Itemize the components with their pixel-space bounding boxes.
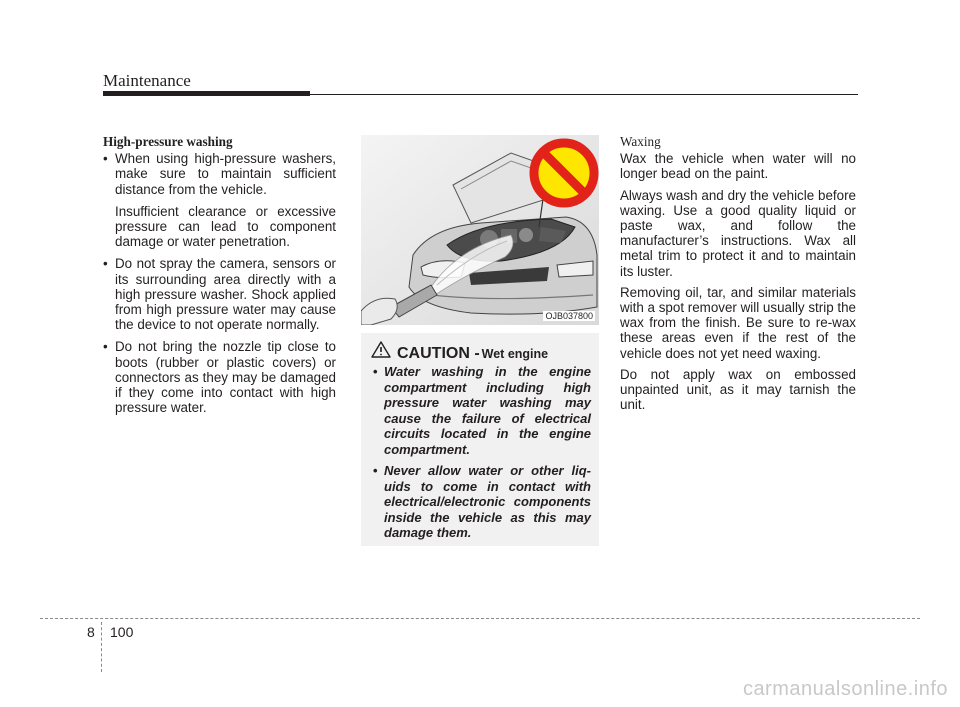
list-item: • Water washing in the engine compartment including high pressure water washing may cause the failure of electrical circuits located in the engine compartment.: [373, 364, 591, 457]
section-heading-high-pressure: High-pressure washing: [103, 134, 233, 149]
bullet-text: • Do not bring the nozzle tip close to boots (rubber or plastic covers) or connectors as they may be damaged if they come into contact with high pressure water.: [115, 339, 336, 416]
list-item: • Never allow water or other liquids to come in contact with electrical/electronic components inside the vehicle as this may damage them.: [373, 463, 591, 541]
watermark: carmanualsonline.info: [742, 678, 948, 700]
waxing-paragraph: Removing oil, tar, and similar materials with a spot remover will usually strip the wax from the finish. Be sure to re-wax these areas even if the rest of the vehicle does not yet need waxing.: [620, 284, 856, 361]
washing-illustration: [361, 135, 599, 325]
footer-divider: [101, 622, 102, 672]
section-heading-waxing: Waxing: [620, 134, 661, 149]
caution-box: [361, 333, 599, 546]
header-title: Maintenance: [103, 71, 191, 90]
warning-triangle-icon: [371, 341, 391, 358]
bullet-text: • When using high-pressure washers, make sure to maintain sufficient distance from the vehicle.: [115, 151, 336, 197]
page-number: 100: [110, 624, 134, 640]
prohibition-icon: [534, 143, 594, 203]
figure-code: OJB037800: [545, 311, 593, 321]
caution-title: CAUTION -: [397, 345, 480, 362]
chapter-number: 8: [87, 624, 95, 640]
engine-washing-illustration: [361, 135, 599, 325]
waxing-paragraph: Always wash and dry the vehicle before waxing. Use a good quality liquid or paste wax, and follow the manufacturer’s instructions. Wax all metal trim to protect it and to maintain its luster.: [620, 187, 856, 279]
waxing-paragraph: Do not apply wax on embossed unpainted unit, as it may tarnish the unit.: [620, 366, 856, 413]
list-item: [103, 339, 336, 415]
list-item: [103, 151, 336, 249]
high-pressure-list: [103, 151, 336, 415]
caution-subtitle: Wet engine: [481, 347, 549, 361]
waxing-paragraph: Wax the vehicle when water will no longer bead on the paint.: [620, 151, 856, 182]
right-column: [620, 134, 856, 418]
caution-header: [371, 341, 548, 363]
left-column: [103, 134, 336, 422]
bullet-text: • Do not spray the camera, sensors or its surrounding area directly with a high pressure washer. Shock applied from high pressure water may cause the device to not operate normally.: [115, 256, 336, 333]
list-item: [103, 256, 336, 332]
header-rule-thin: [310, 94, 858, 95]
footer-rule: [40, 618, 920, 619]
bullet-subtext: Insufficient clearance or excessive pressure can lead to component damage or water penetration.: [115, 203, 336, 250]
caution-list: [373, 364, 591, 547]
header-rule-thick: [103, 91, 310, 96]
